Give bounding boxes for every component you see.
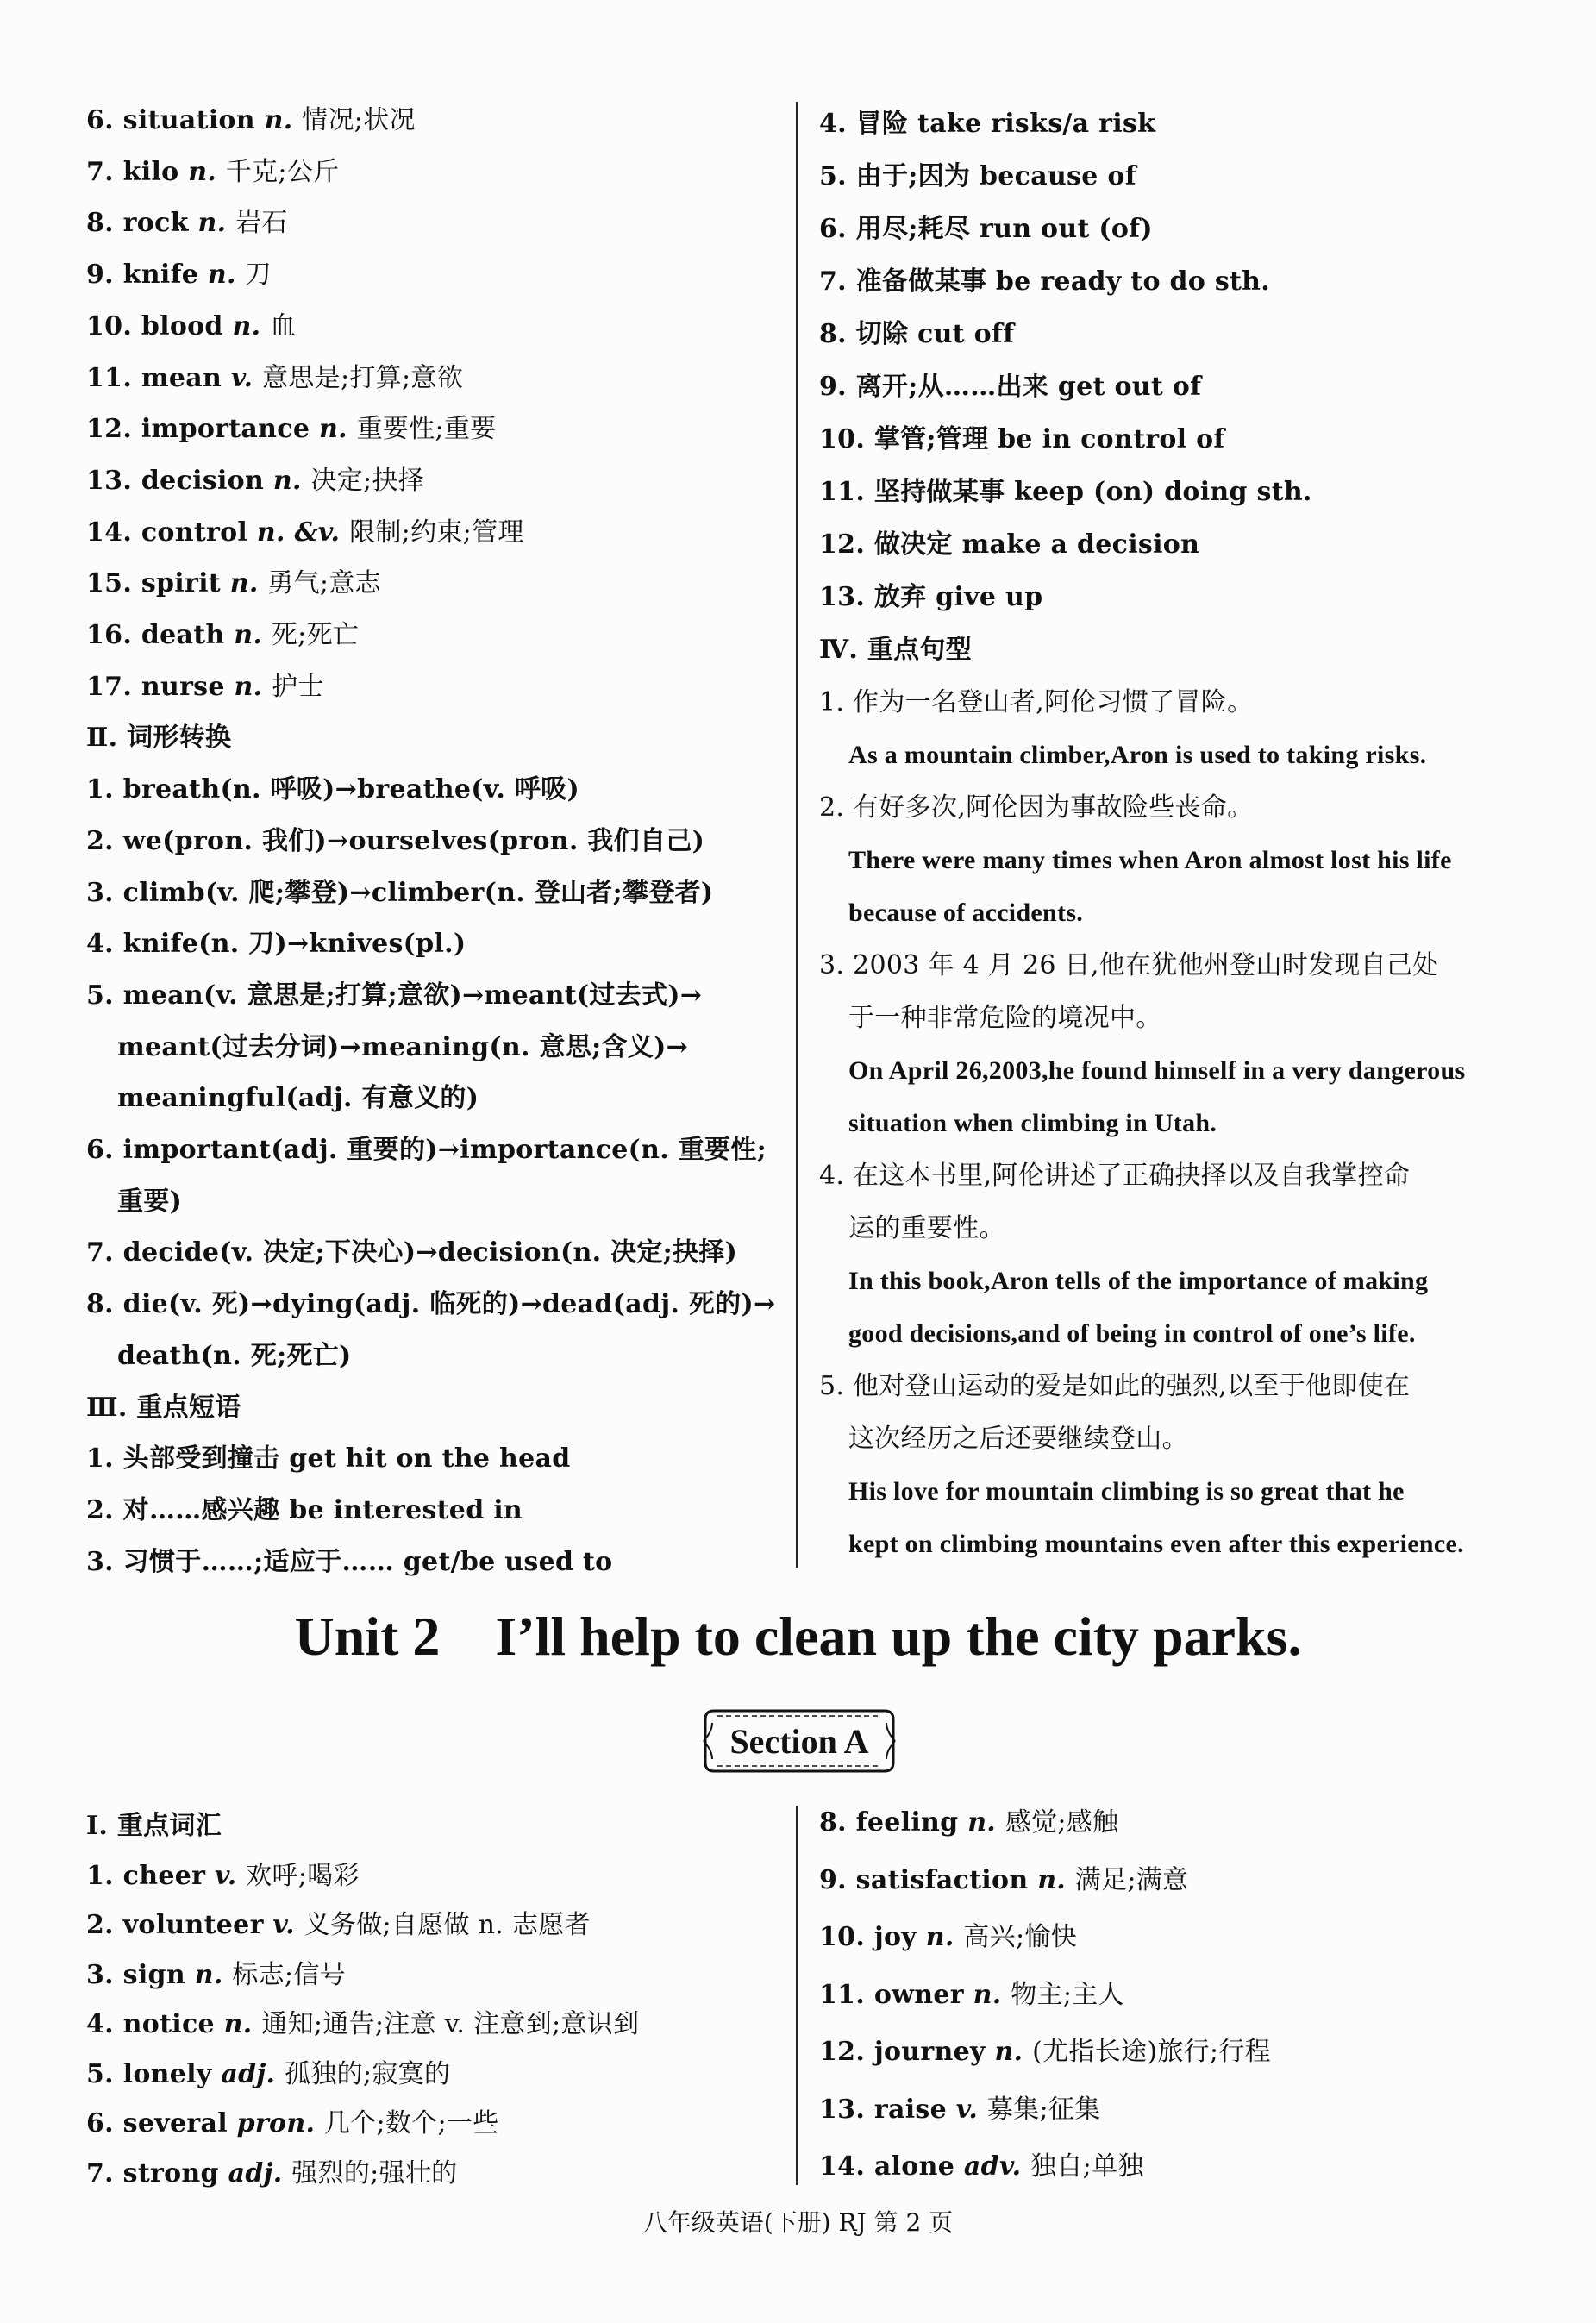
vocab-item xyxy=(819,1806,1118,1840)
section-heading-4 xyxy=(819,633,972,667)
word-form-line xyxy=(86,1236,737,1270)
word-form-text: 2. we(pron. 我们)→ourselves(pron. 我们自己) xyxy=(86,825,705,856)
vocab-word: several xyxy=(122,2108,237,2138)
vocab-definition: 标志;信号 xyxy=(232,1959,346,1990)
part-of-speech: n. xyxy=(229,568,268,599)
item-number: 11. xyxy=(86,362,141,393)
vocab-item xyxy=(86,361,463,396)
chinese-text: 1. 作为一名登山者,阿伦习惯了冒险。 xyxy=(819,687,1254,717)
chinese-text: 2. 有好多次,阿伦因为事故险些丧命。 xyxy=(819,792,1254,823)
item-number: 12. xyxy=(819,2037,874,2067)
sentence-chinese xyxy=(819,686,1253,720)
phrase-text: 11. 坚持做某事 keep (on) doing sth. xyxy=(819,477,1312,507)
part-of-speech: n. xyxy=(207,260,246,291)
item-number: 14. xyxy=(819,2151,874,2182)
vocab-word: blood xyxy=(141,310,233,341)
column-divider-bottom xyxy=(796,1806,798,2185)
vocab-definition: 岩石 xyxy=(235,208,288,239)
vocab-item xyxy=(86,2007,639,2042)
english-text: kept on climbing mountains even after this experience. xyxy=(848,1530,1464,1558)
vocab-word: kilo xyxy=(122,156,189,187)
vocab-word: notice xyxy=(122,2009,224,2039)
word-form-line xyxy=(117,1339,352,1374)
item-number: 6. xyxy=(86,105,123,135)
vocab-definition: 意思是;打算;意欲 xyxy=(262,362,463,393)
vocab-word: knife xyxy=(122,260,208,291)
part-of-speech: adj. xyxy=(221,2058,285,2089)
word-form-line xyxy=(86,1133,767,1168)
vocab-item xyxy=(86,1958,346,1993)
vocab-definition: 物主;主人 xyxy=(1011,1979,1124,2010)
right-column-top xyxy=(819,107,1509,1573)
sentence-english xyxy=(848,1317,1416,1351)
english-text: In this book,Aron tells of the importance of making xyxy=(848,1267,1429,1295)
section-label: Section A xyxy=(729,1721,869,1761)
item-number: 7. xyxy=(86,156,123,187)
vocab-definition: 强烈的;强壮的 xyxy=(291,2157,458,2188)
word-form-line xyxy=(86,773,579,807)
sentence-chinese xyxy=(819,1369,1410,1404)
english-text: because of accidents. xyxy=(848,899,1084,927)
column-divider-top xyxy=(796,102,798,1568)
part-of-speech: n. xyxy=(272,465,311,496)
sentence-english xyxy=(848,1106,1217,1141)
vocab-definition: 孤独的;寂寞的 xyxy=(285,2058,451,2089)
phrase-item xyxy=(86,1493,523,1528)
vocab-word: nurse xyxy=(141,671,235,702)
phrase-text: 5. 由于;因为 because of xyxy=(819,161,1136,191)
word-form-text: 重要) xyxy=(117,1186,183,1217)
vocab-word: feeling xyxy=(855,1807,968,1838)
vocab-word: journey xyxy=(873,2037,995,2067)
section-badge xyxy=(700,1706,898,1776)
vocab-item xyxy=(86,206,288,241)
vocab-item xyxy=(86,2057,450,2092)
word-form-text: 7. decide(v. 决定;下决心)→decision(n. 决定;抉择) xyxy=(86,1237,738,1268)
part-of-speech: n. xyxy=(232,310,271,341)
vocab-definition: 感觉;感触 xyxy=(1005,1807,1119,1838)
vocab-word: owner xyxy=(873,1979,973,2010)
part-of-speech: adj. xyxy=(228,2157,292,2188)
word-form-text: death(n. 死;死亡) xyxy=(117,1340,352,1371)
vocab-definition: 高兴;愉快 xyxy=(963,1922,1078,1952)
part-of-speech: n. xyxy=(264,105,303,135)
item-number: 9. xyxy=(86,260,123,291)
phrase-text: 12. 做决定 make a decision xyxy=(819,529,1200,560)
phrase-item xyxy=(819,107,1155,141)
item-number: 15. xyxy=(86,568,141,599)
page-footer: 八年级英语(下册) RJ 第 2 页 xyxy=(642,2208,954,2237)
word-form-line xyxy=(86,824,704,859)
part-of-speech: n. &v. xyxy=(256,517,350,548)
vocab-word: death xyxy=(141,620,235,650)
part-of-speech: n. xyxy=(994,2037,1033,2067)
word-form-text: 8. die(v. 死)→dying(adj. 临死的)→dead(adj. 死的)→ xyxy=(86,1289,776,1320)
part-of-speech: n. xyxy=(234,620,272,650)
part-of-speech: n. xyxy=(194,1959,233,1990)
vocab-item xyxy=(86,2157,457,2191)
vocab-definition: 重要性;重要 xyxy=(356,414,497,445)
vocab-item xyxy=(86,155,339,190)
part-of-speech: n. xyxy=(967,1807,1005,1838)
word-form-text: 5. mean(v. 意思是;打算;意欲)→meant(过去式)→ xyxy=(86,980,703,1011)
item-number: 10. xyxy=(86,310,141,341)
word-form-text: 3. climb(v. 爬;攀登)→climber(n. 登山者;攀登者) xyxy=(86,877,714,908)
vocab-word: cheer xyxy=(122,1860,215,1891)
chinese-text: 4. 在这本书里,阿伦讲述了正确抉择以及自我掌控命 xyxy=(819,1161,1411,1191)
right-column-bottom xyxy=(819,1806,1509,2185)
vocab-word: rock xyxy=(122,208,198,239)
vocab-word: raise xyxy=(873,2094,956,2125)
vocab-item xyxy=(86,567,381,601)
vocab-word: decision xyxy=(141,465,273,496)
item-number: 12. xyxy=(86,414,141,445)
chinese-text: 3. 2003 年 4 月 26 日,他在犹他州登山时发现自己处 xyxy=(819,950,1439,980)
word-form-text: meant(过去分词)→meaning(n. 意思;含义)→ xyxy=(117,1031,689,1062)
section-heading-2 xyxy=(86,721,231,755)
vocab-item xyxy=(819,2150,1144,2184)
phrase-text: 10. 掌管;管理 be in control of xyxy=(819,424,1225,454)
item-number: 11. xyxy=(819,1979,874,2010)
vocab-definition: 义务做;自愿做 n. 志愿者 xyxy=(304,1910,591,1940)
english-text: As a mountain climber,Aron is used to taking risks. xyxy=(848,741,1427,769)
vocab-word: situation xyxy=(122,105,265,135)
item-number: 17. xyxy=(86,671,141,702)
vocab-word: spirit xyxy=(141,568,230,599)
section-heading-1 xyxy=(86,1809,222,1844)
heading-text: Ⅰ. 重点词汇 xyxy=(86,1811,222,1841)
vocab-word: alone xyxy=(873,2151,964,2182)
sentence-chinese xyxy=(848,1212,1005,1246)
vocab-definition: 千克;公斤 xyxy=(225,156,340,187)
word-form-text: meaningful(adj. 有意义的) xyxy=(117,1083,479,1114)
phrase-item xyxy=(819,212,1153,247)
item-number: 16. xyxy=(86,620,141,650)
part-of-speech: adv. xyxy=(963,2151,1031,2182)
phrase-item xyxy=(819,528,1199,562)
chinese-text: 于一种非常危险的境况中。 xyxy=(848,1003,1162,1033)
vocab-item xyxy=(86,2107,499,2141)
vocab-word: satisfaction xyxy=(855,1864,1038,1895)
part-of-speech: v. xyxy=(955,2094,987,2125)
phrase-text: 8. 切除 cut off xyxy=(819,319,1015,349)
phrase-text: 9. 离开;从……出来 get out of xyxy=(819,372,1202,402)
item-number: 2. xyxy=(86,1910,123,1940)
vocab-definition: 勇气;意志 xyxy=(267,568,381,599)
phrase-text: 13. 放弃 give up xyxy=(819,582,1043,612)
part-of-speech: n. xyxy=(318,414,357,445)
vocab-definition: 死;死亡 xyxy=(271,620,360,650)
vocab-item xyxy=(86,1908,591,1943)
sentence-chinese xyxy=(848,1001,1162,1036)
vocab-item xyxy=(819,2035,1271,2069)
word-form-text: 6. important(adj. 重要的)→importance(n. 重要性; xyxy=(86,1135,767,1165)
chinese-text: 运的重要性。 xyxy=(848,1213,1005,1243)
phrase-text: 4. 冒险 take risks/a risk xyxy=(819,109,1156,139)
item-number: 7. xyxy=(86,2157,123,2188)
vocab-word: sign xyxy=(122,1959,195,1990)
item-number: 14. xyxy=(86,517,141,548)
sentence-english xyxy=(848,1475,1405,1509)
word-form-line xyxy=(117,1185,182,1219)
part-of-speech: v. xyxy=(230,362,263,393)
vocab-item xyxy=(86,412,497,447)
item-number: 13. xyxy=(86,465,141,496)
vocab-definition: 欢呼;喝彩 xyxy=(246,1860,360,1891)
part-of-speech: n. xyxy=(1037,1864,1075,1895)
chinese-text: 5. 他对登山运动的爱是如此的强烈,以至于他即使在 xyxy=(819,1371,1411,1401)
sentence-english xyxy=(848,843,1452,878)
sentence-chinese xyxy=(819,791,1253,825)
left-column-bottom xyxy=(86,1809,776,2188)
word-form-line xyxy=(86,927,466,961)
part-of-speech: n. xyxy=(188,156,226,187)
item-number: 8. xyxy=(819,1807,856,1838)
phrase-item xyxy=(819,265,1270,299)
english-text: There were many times when Aron almost lost his life xyxy=(848,846,1452,874)
vocab-definition: 情况;状况 xyxy=(302,105,416,135)
part-of-speech: v. xyxy=(272,1910,304,1940)
section-heading-3 xyxy=(86,1391,241,1425)
item-number: 9. xyxy=(819,1864,856,1895)
vocab-definition: 通知;通告;注意 v. 注意到;意识到 xyxy=(261,2009,640,2039)
vocab-item xyxy=(86,258,272,292)
part-of-speech: n. xyxy=(973,1979,1011,2010)
phrase-text: 7. 准备做某事 be ready to do sth. xyxy=(819,266,1271,297)
item-number: 3. xyxy=(86,1959,123,1990)
vocab-item xyxy=(819,1920,1077,1955)
vocab-item xyxy=(86,1859,360,1894)
part-of-speech: pron. xyxy=(236,2108,324,2138)
part-of-speech: n. xyxy=(925,1922,964,1952)
word-form-line xyxy=(86,979,702,1013)
part-of-speech: n. xyxy=(223,2009,262,2039)
sentence-english xyxy=(848,738,1426,773)
part-of-speech: v. xyxy=(214,1860,247,1891)
vocab-word: joy xyxy=(873,1922,926,1952)
vocab-definition: 募集;征集 xyxy=(986,2094,1101,2125)
english-text: On April 26,2003,he found himself in a very dangerous xyxy=(848,1056,1466,1085)
phrase-item xyxy=(819,317,1014,352)
vocab-item xyxy=(86,618,359,653)
heading-text: Ⅲ. 重点短语 xyxy=(86,1392,241,1423)
item-number: 6. xyxy=(86,2108,123,2138)
vocab-item xyxy=(86,310,296,344)
sentence-english xyxy=(848,896,1083,930)
item-number: 13. xyxy=(819,2094,874,2125)
word-form-line xyxy=(86,1287,775,1322)
vocab-item xyxy=(86,516,524,550)
english-text: His love for mountain climbing is so great that he xyxy=(848,1477,1405,1506)
sentence-english xyxy=(848,1264,1428,1299)
vocab-word: control xyxy=(141,517,257,548)
phrase-text: 3. 习惯于……;适应于…… get/be used to xyxy=(86,1546,613,1577)
vocab-definition: (尤指长途)旅行;行程 xyxy=(1032,2037,1271,2067)
item-number: 10. xyxy=(819,1922,874,1952)
word-form-text: 4. knife(n. 刀)→knives(pl.) xyxy=(86,929,466,960)
phrase-text: 1. 头部受到撞击 get hit on the head xyxy=(86,1443,571,1475)
vocab-item xyxy=(86,670,324,704)
vocab-definition: 决定;抉择 xyxy=(310,465,425,496)
sentence-chinese xyxy=(819,949,1439,983)
phrase-text: 6. 用尽;耗尽 run out (of) xyxy=(819,214,1153,244)
left-column-top xyxy=(86,103,776,1577)
word-form-line xyxy=(117,1081,479,1116)
heading-text: Ⅱ. 词形转换 xyxy=(86,723,232,754)
vocab-word: lonely xyxy=(122,2058,222,2089)
sentence-english xyxy=(848,1054,1465,1088)
item-number: 8. xyxy=(86,208,123,239)
phrase-item xyxy=(819,423,1225,457)
phrase-item xyxy=(819,160,1136,194)
vocab-definition: 刀 xyxy=(245,260,272,291)
vocab-definition: 血 xyxy=(270,310,297,341)
word-form-text: 1. breath(n. 呼吸)→breathe(v. 呼吸) xyxy=(86,774,580,805)
vocab-word: strong xyxy=(122,2157,228,2188)
chinese-text: 这次经历之后还要继续登山。 xyxy=(848,1424,1188,1454)
vocab-word: volunteer xyxy=(122,1910,273,1940)
item-number: 4. xyxy=(86,2009,123,2039)
phrase-item xyxy=(819,580,1042,615)
vocab-definition: 满足;满意 xyxy=(1074,1864,1189,1895)
vocab-item xyxy=(819,2093,1101,2127)
vocab-definition: 几个;数个;一些 xyxy=(323,2108,499,2138)
phrase-item xyxy=(86,1545,612,1580)
heading-text: Ⅳ. 重点句型 xyxy=(819,635,973,665)
vocab-item xyxy=(819,1978,1124,2013)
vocab-item xyxy=(86,103,416,138)
sentence-chinese xyxy=(819,1159,1410,1193)
sentence-chinese xyxy=(848,1422,1188,1456)
part-of-speech: n. xyxy=(197,208,236,239)
phrase-item xyxy=(819,475,1312,510)
vocab-word: importance xyxy=(141,414,319,445)
sentence-english xyxy=(848,1527,1464,1562)
item-number: 1. xyxy=(86,1860,123,1891)
english-text: good decisions,and of being in control of one’s life. xyxy=(848,1319,1416,1348)
phrase-item xyxy=(86,1442,571,1476)
vocab-item xyxy=(819,1863,1188,1898)
vocab-definition: 独自;单独 xyxy=(1030,2151,1144,2182)
vocab-item xyxy=(86,464,424,498)
vocab-definition: 限制;约束;管理 xyxy=(349,517,524,548)
phrase-item xyxy=(819,370,1201,404)
word-form-line xyxy=(86,876,713,911)
item-number: 5. xyxy=(86,2058,123,2089)
vocab-definition: 护士 xyxy=(272,671,324,702)
phrase-text: 2. 对……感兴趣 be interested in xyxy=(86,1494,523,1525)
unit-title: Unit 2 I’ll help to clean up the city parks. xyxy=(294,1606,1302,1667)
english-text: situation when climbing in Utah. xyxy=(848,1109,1217,1137)
part-of-speech: n. xyxy=(234,671,272,702)
vocab-word: mean xyxy=(141,362,231,393)
word-form-line xyxy=(117,1030,688,1065)
